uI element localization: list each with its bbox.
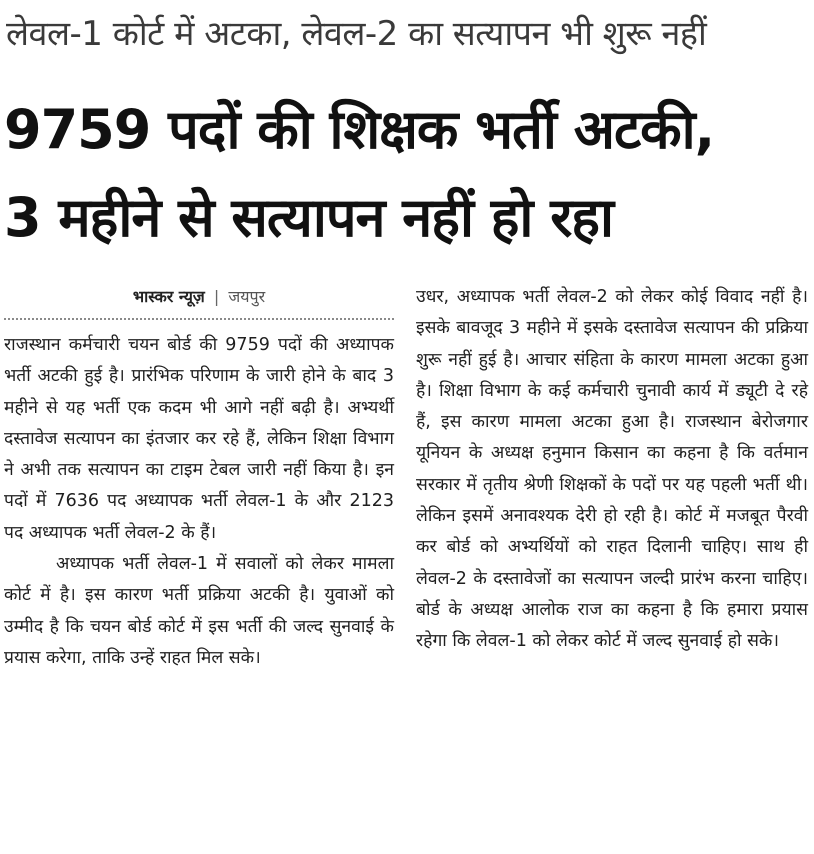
paragraph-3: उधर, अध्यापक भर्ती लेवल-2 को लेकर कोई विवाद नहीं है। इसके बावजूद 3 महीने में इसके दस्तावेज सत्यापन की प्रक्रिया शुरू नहीं हुई है। आचार संहिता के कारण मामला अटका हुआ है। शिक्षा विभाग के कई कर्मचारी चुनावी कार्य में ड्यूटी दे रहे हैं, इस कारण मामला अटका हुआ है। राजस्थान बेरोजगार यूनियन के अध्यक्ष हनुमान किसान का कहना है कि वर्तमान सरकार में तृतीय श्रेणी शिक्षकों के पदों पर यह पहली भर्ती थी। लेकिन इसमें अनावश्यक देरी हो रही है। कोर्ट में मजबूत पैरवी कर बोर्ड को अभ्यर्थियों को राहत दिलानी चाहिए। साथ ही लेवल-2 के दस्तावेजों का सत्यापन जल्दी प्रारंभ करना चाहिए। बोर्ड के अध्यक्ष आलोक राज का कहना है कि हमारा प्रयास रहेगा कि लेवल-1 को लेकर कोर्ट में जल्द सुनवाई हो सके। <box>416 287 808 652</box>
article-column-left <box>4 282 394 674</box>
article-column-right <box>416 282 808 658</box>
byline-divider <box>4 318 394 320</box>
byline-city: जयपुर <box>228 287 266 306</box>
byline <box>4 282 394 316</box>
article-headline <box>4 86 810 262</box>
article-kicker: लेवल-1 कोर्ट में अटका, लेवल-2 का सत्यापन भी शुरू नहीं <box>6 14 707 54</box>
headline-line-2: 3 महीने से सत्यापन नहीं हो रहा <box>4 186 613 249</box>
byline-separator: | <box>213 287 220 306</box>
byline-agency: भास्कर न्यूज़ <box>132 287 205 306</box>
paragraph-1: राजस्थान कर्मचारी चयन बोर्ड की 9759 पदों की अध्यापक भर्ती अटकी हुई है। प्रारंभिक परिणाम के जारी होने के बाद 3 महीने से यह भर्ती एक कदम भी आगे नहीं बढ़ी है। अभ्यर्थी दस्तावेज सत्यापन का इंतजार कर रहे हैं, लेकिन शिक्षा विभाग ने अभी तक सत्यापन का टाइम टेबल जारी नहीं किया है। इन पदों में 7636 पद अध्यापक भर्ती लेवल-1 के और 2123 पद अध्यापक भर्ती लेवल-2 के हैं। <box>4 335 394 543</box>
headline-line-1: 9759 पदों की शिक्षक भर्ती अटकी, <box>4 98 715 161</box>
paragraph-2: अध्यापक भर्ती लेवल-1 में सवालों को लेकर मामला कोर्ट में है। इस कारण भर्ती प्रक्रिया अटकी है। युवाओं को उम्मीद है कि चयन बोर्ड कोर्ट में इस भर्ती की जल्द सुनवाई के प्रयास करेगा, ताकि उन्हें राहत मिल सके। <box>4 554 394 668</box>
